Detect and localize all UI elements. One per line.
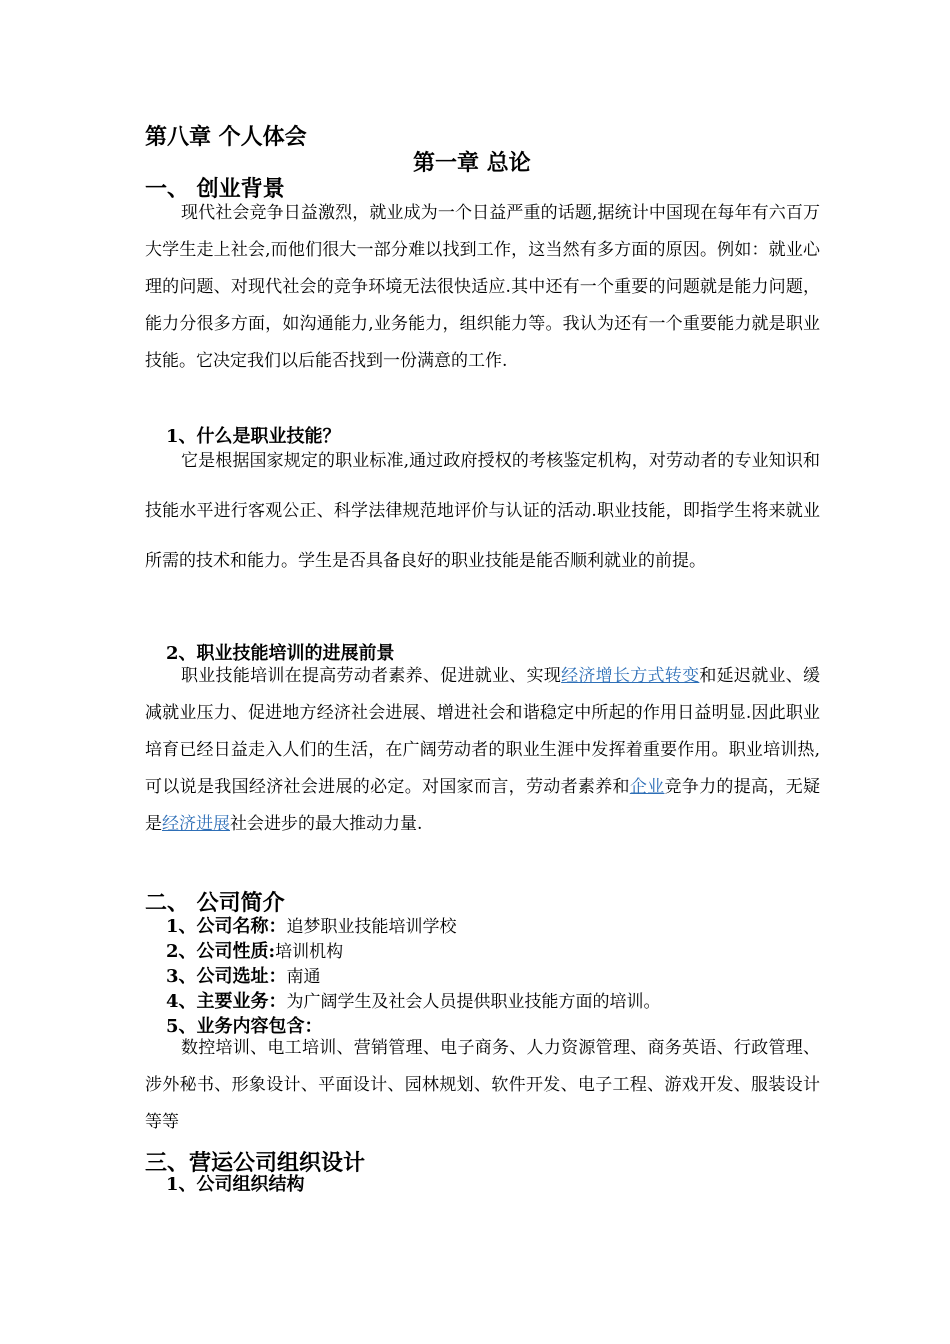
item-label: 4、主要业务： <box>166 991 287 1012</box>
business-content-paragraph: 数控培训、电工培训、营销管理、电子商务、人力资源管理、商务英语、行政管理、涉外秘书、形象设计、平面设计、园林规划、软件开发、电子工程、游戏开发、服装设计等等 <box>145 1038 820 1132</box>
item-label: 2、公司性质: <box>166 941 276 962</box>
sub1-heading: 1、什么是职业技能？ <box>166 426 341 447</box>
item-value: 南通 <box>286 967 321 987</box>
link-economic-growth-mode[interactable]: 经济增长方式转变 <box>561 666 700 686</box>
link-enterprise[interactable]: 企业 <box>629 777 665 797</box>
company-location-item <box>166 962 321 988</box>
item-value: 追梦职业技能培训学校 <box>286 917 457 937</box>
pre-heading: 第八章 个人体会 <box>145 124 307 150</box>
section1-heading: 一、 创业背景 <box>145 176 285 202</box>
main-business-item <box>166 987 661 1013</box>
section1-paragraph: 现代社会竞争日益激烈，就业成为一个日益严重的话题,据统计中国现在每年有六百万大学生走上社会,而他们很大一部分难以找到工作，这当然有多方面的原因。例如：就业心理的问题、对现代社会的竞争环境无法很快适应.其中还有一个重要的问题就是能力问题，能力分很多方面，如沟通能力,业务能力，组织能力等。我认为还有一个重要能力就是职业技能。它决定我们以后能否找到一份满意的工作. <box>145 203 820 371</box>
item-label: 5、业务内容包含： <box>166 1016 323 1037</box>
link-economic-development[interactable]: 经济进展 <box>162 814 230 834</box>
item-label: 1、公司名称： <box>166 916 287 937</box>
sub2-heading: 2、职业技能培训的进展前景 <box>166 643 395 664</box>
item-value: 培训机构 <box>275 942 344 962</box>
section3-heading: 三、营运公司组织设计 <box>145 1150 366 1176</box>
sub2-text-a: 职业技能培训在提高劳动者素养、促进就业、实现 <box>181 666 562 686</box>
company-nature-item <box>166 937 343 963</box>
company-name-item <box>166 912 457 938</box>
chapter-title: 第一章 总论 <box>413 150 531 176</box>
sub2-text-c: 竞争力的提高，无疑是 <box>145 777 821 834</box>
section3-sub1-heading: 1、公司组织结构 <box>166 1174 305 1195</box>
section2-heading: 二、 公司简介 <box>145 890 285 916</box>
sub2-text-b: 和延迟就业、缓减就业压力、促进地方经济社会进展、增进社会和谐稳定中所起的作用日益明显.因此职业培育已经日益走入人们的生活，在广阔劳动者的职业生涯中发挥着重要作用。职业培训热,可以说是我国经济社会进展的必定。对国家而言，劳动者素养和 <box>145 666 821 797</box>
item-label: 3、公司选址： <box>166 966 287 987</box>
sub2-paragraph <box>145 658 820 843</box>
sub2-text-d: 社会进步的最大推动力量. <box>230 814 423 834</box>
sub1-paragraph: 它是根据国家规定的职业标准,通过政府授权的考核鉴定机构，对劳动者的专业知识和技能水平进行客观公正、科学法律规范地评价与认证的活动.职业技能，即指学生将来就业所需的技术和能力。学生是否具备良好的职业技能是能否顺利就业的前提。 <box>145 451 820 571</box>
item-value: 为广阔学生及社会人员提供职业技能方面的培训。 <box>286 992 661 1012</box>
